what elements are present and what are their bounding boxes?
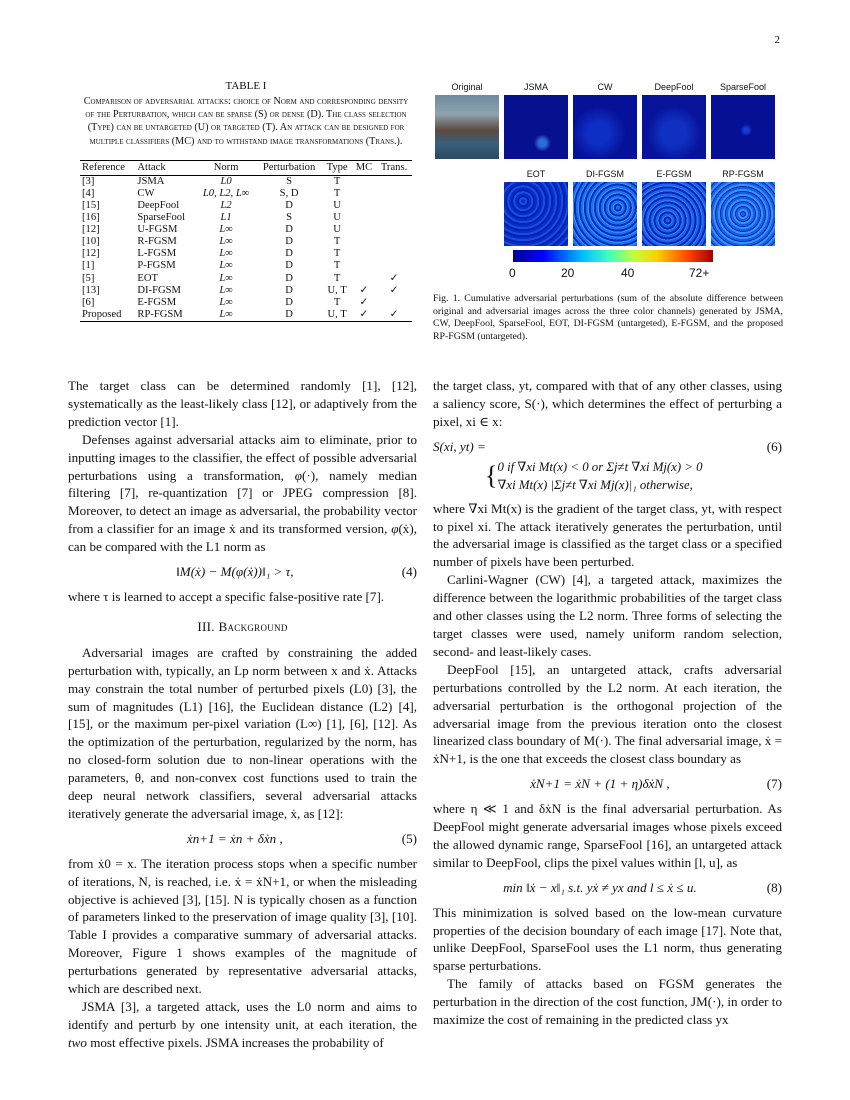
table-cell	[376, 175, 412, 188]
table-cell: ✓	[389, 272, 399, 284]
table-cell: ✓	[359, 308, 369, 320]
paragraph: the target class, yt, compared with that of any other classes, using a saliency score, S(·), which determines the effect of perturbing a pixel, xi ∈ x:	[433, 378, 782, 429]
table-row	[80, 285, 412, 297]
equation-6	[433, 438, 782, 456]
table-cell	[376, 188, 412, 200]
table-cell: L∞	[219, 284, 233, 296]
table-cell	[352, 175, 376, 188]
table-cell	[352, 224, 376, 236]
label-rp-fgsm: RP-FGSM	[722, 169, 764, 179]
table-caption: Comparison of adversarial attacks: choice of Norm and corresponding density of the Perturbation, which can be sparse (S) or dense (D). The class selection (Type) can be untargeted (U) or targeted (T). An attack can be designed for multiple classifiers (MC) and to withstand image transformations (Trans.).	[83, 96, 409, 147]
paragraph: This minimization is solved based on the low-mean curvature properties of the decision boundary of each image [17]. Note that, unlike DeepFool, SparseFool uses the L1 norm, thus generating sparse perturbations.	[433, 904, 782, 974]
table-cell: T	[333, 272, 341, 284]
table-row	[80, 297, 412, 309]
paragraph: where τ is learned to accept a specific false-positive rate [7].	[68, 588, 385, 604]
table-cell: [5]	[82, 272, 95, 284]
table-cell	[376, 212, 412, 224]
table-cell: D	[285, 236, 293, 248]
table-cell: [4]	[82, 187, 95, 199]
table-cell: L∞	[219, 248, 233, 260]
table-cell	[376, 236, 412, 248]
table-cell: [1]	[82, 260, 95, 272]
table-row	[80, 248, 412, 260]
table-cell: S	[286, 212, 293, 224]
table-cell: RP-FGSM	[137, 308, 183, 320]
equation-number: (8)	[766, 879, 782, 895]
table-cell: JSMA	[137, 175, 165, 187]
table-cell	[352, 260, 376, 272]
table-body	[80, 175, 412, 321]
table-cell: [12]	[82, 248, 100, 260]
table-cell: P-FGSM	[137, 260, 176, 272]
label-di-fgsm: DI-FGSM	[586, 169, 624, 179]
column-header: Norm	[213, 161, 239, 173]
column-header: Type	[326, 161, 348, 173]
equation-number: (7)	[766, 776, 782, 792]
figure-caption: Fig. 1. Cumulative adversarial perturbations (sum of the absolute difference between original and adversarial images across the three color channels) generated by JSMA, CW, DeepFool, SparseFool, EOT, DI-FGSM (untargeted), E-FGSM, and the proposed RP-FGSM (untargeted).	[433, 293, 783, 342]
colorbar-tick: 0	[509, 266, 516, 280]
table-cell: T	[333, 236, 341, 248]
paragraph: where ∇xi Mt(x) is the gradient of the target class, yt, with respect to pixel xi. The attack iteratively generates the perturbation, until the adversarial image is classified as the target class or a specified number of pixels have been perturbed.	[433, 500, 782, 570]
table-cell: ✓	[389, 284, 399, 296]
section-heading: III. Background	[197, 618, 288, 634]
table-cell: [13]	[82, 284, 100, 296]
table-cell: DeepFool	[137, 199, 180, 211]
colorbar	[513, 250, 713, 262]
jsma-perturbation	[504, 95, 568, 159]
colorbar-tick: 40	[621, 266, 635, 280]
table-cell: ✓	[389, 308, 399, 320]
paragraph: DeepFool [15], an untargeted attack, crafts adversarial perturbations controlled by the L2 norm. At each iteration, the adversarial perturbation is the orthogonal projection of the adversarial image from the previous iteration onto the closest linearized class boundary of M(·). The final adversarial image, ẋ = ẋN+1, is the one that exceeds the closest class boundary as	[433, 661, 782, 767]
table-cell	[376, 248, 412, 260]
table-cell: L∞	[219, 224, 233, 236]
table-cell: EOT	[137, 272, 158, 284]
table-cell	[352, 272, 376, 284]
label-e-fgsm: E-FGSM	[656, 169, 692, 179]
right-column	[433, 377, 782, 1029]
equation-number: (6)	[766, 438, 782, 454]
table-cell: [10]	[82, 236, 100, 248]
equation-5	[68, 830, 417, 848]
equation-case: 0 if ∇xi Mt(x) < 0 or Σj≠t ∇xi Mj(x) > 0	[497, 459, 703, 474]
eot-perturbation	[504, 182, 568, 246]
table-cell: T	[333, 296, 341, 308]
label-sparsefool: SparseFool	[719, 82, 767, 92]
equation-lhs: S(xi, yt) =	[433, 438, 486, 454]
paragraph: Adversarial images are crafted by constraining the added perturbation with, typically, an Lp norm between x and ẋ. Attacks may constrain the total number of perturbed pixels (L0) [3], the sum of magnitudes (L1) [16], the Euclidean distance (L2) [4], [15], or the maximum per-pixel variation (L∞) [1], [6], [12]. As the optimization of the perturbation, regularized by the norm, has no closed-form solution due to non-linear operations with the parameters, θ, and non-convex cost functions used to train the deep neural network classifiers, several adversarial attacks iteratively generate the adversarial image, ẋ, as [12]:	[68, 644, 417, 821]
table-cell	[352, 188, 376, 200]
table-header-row	[80, 160, 412, 175]
table-cell: U-FGSM	[137, 224, 178, 236]
comparison-table	[80, 160, 412, 322]
table-cell: L1	[220, 212, 232, 224]
column-header: MC	[355, 161, 373, 173]
table-cell: R-FGSM	[137, 236, 177, 248]
table-cell	[376, 200, 412, 212]
table-cell: U, T	[327, 284, 347, 296]
table-row	[80, 309, 412, 322]
table-cell: D	[285, 284, 293, 296]
table-1	[80, 80, 412, 322]
paragraph: The target class can be determined randomly [1], [12], systematically as the least-likely class [12], or adaptively from the prediction vector [1].	[68, 378, 417, 429]
table-cell: L∞	[219, 272, 233, 284]
paragraph: Defenses against adversarial attacks aim to eliminate, prior to inputting images to the classifier, the effect of possible adversarial perturbations using a transformation, φ(·), namely median filtering [7], re-quantization [7] or JPEG compression [8]. Moreover, to detect an image as adversarial, the probability vector from a classifier for an image ẋ and its transformed version, φ(ẋ), can be compared with the L1 norm as	[68, 431, 417, 555]
table-cell: [3]	[82, 175, 95, 187]
label-jsma: JSMA	[523, 82, 548, 92]
table-row	[80, 175, 412, 188]
table-cell	[376, 260, 412, 272]
table-cell	[352, 212, 376, 224]
table-cell: T	[333, 248, 341, 260]
paragraph: from ẋ0 = x. The iteration process stops when a specific number of iterations, N, is reached, i.e. ẋ = ẋN+1, or when the misleading objective is achieved [3], [15]. N is typically chosen as a function of parameters linked to the preservation of image quality [3], [10]. Table I provides a comparative summary of adversarial attacks. Moreover, Figure 1 shows examples of the magnitude of perturbations generated by representative adversarial attacks, which are described next.	[68, 855, 417, 997]
page-number: 2	[774, 34, 780, 46]
sparsefool-perturbation	[711, 95, 775, 159]
colorbar-tick: 72+	[689, 266, 710, 280]
table-cell: L∞	[219, 296, 233, 308]
table-cell: ✓	[359, 296, 369, 308]
paragraph: The family of attacks based on FGSM generates the perturbation in the direction of the cost function, JM(·), in order to maximize the cost of remaining in the predicted class yx	[433, 976, 782, 1028]
table-cell: [15]	[82, 199, 100, 211]
original-image	[435, 95, 499, 159]
deepfool-perturbation	[642, 95, 706, 159]
table-cell: D	[285, 224, 293, 236]
table-cell: L∞	[219, 308, 233, 320]
table-cell: U	[333, 212, 341, 224]
table-cell: D	[285, 199, 293, 211]
table-cell: U	[333, 199, 341, 211]
e-fgsm-perturbation	[642, 182, 706, 246]
table-row	[80, 224, 412, 236]
table-cell: CW	[137, 187, 155, 199]
table-cell: L∞	[219, 236, 233, 248]
table-cell: L0	[220, 175, 232, 187]
table-cell: E-FGSM	[137, 296, 177, 308]
left-column	[68, 377, 417, 1052]
column-header: Perturbation	[262, 161, 316, 173]
table-title: TABLE I	[225, 80, 267, 92]
colorbar-tick: 20	[561, 266, 575, 280]
table-cell: [12]	[82, 224, 100, 236]
table-cell: D	[285, 272, 293, 284]
table-row	[80, 272, 412, 284]
equation-number: (4)	[401, 564, 417, 580]
table-cell: T	[333, 187, 341, 199]
label-deepfool: DeepFool	[654, 82, 694, 92]
table-cell: D	[285, 296, 293, 308]
table-cell	[376, 224, 412, 236]
table-cell: DI-FGSM	[137, 284, 181, 296]
equation-8	[433, 879, 782, 897]
equation-6-cases: { 0 if ∇xi Mt(x) < 0 or Σj≠t ∇xi Mj(x) > 0 ∇xi Mt(x) |Σj≠t ∇xi Mj(x)|₁ otherwise,	[485, 459, 703, 492]
table-cell: [16]	[82, 212, 100, 224]
paragraph: JSMA [3], a targeted attack, uses the L0 norm and aims to identify and perturb by one intensity unit, at each iteration, the two most effective pixels. JSMA increases the probability of	[68, 999, 417, 1050]
table-cell: T	[333, 175, 341, 187]
table-cell	[352, 236, 376, 248]
paragraph: Carlini-Wagner (CW) [4], a targeted attack, maximizes the difference between the logarithmic probabilities of the target class and other classes using the L2 norm. Three forms of selecting the target classes were used, namely uniform random selection, second- and least-likely cases.	[433, 572, 782, 659]
equation-7	[433, 775, 782, 793]
equation-body: ‖M(ẋ) − M(φ(ẋ))‖₁ > τ,	[176, 564, 294, 580]
column-header: Reference	[82, 161, 125, 173]
label-original: Original	[451, 82, 483, 92]
table-cell	[376, 297, 412, 309]
table-cell: L2	[220, 199, 232, 211]
table-cell	[352, 248, 376, 260]
cw-perturbation	[573, 95, 637, 159]
table-cell: S, D	[279, 187, 299, 199]
table-cell	[352, 200, 376, 212]
equation-number: (5)	[401, 830, 417, 846]
table-cell: L∞	[219, 260, 233, 272]
table-cell: SparseFool	[137, 212, 186, 224]
table-row	[80, 260, 412, 272]
table-cell: U	[333, 224, 341, 236]
table-row	[80, 212, 412, 224]
table-cell: Proposed	[82, 308, 122, 320]
equation-body: min ‖ẋ − x‖₁ s.t. yẋ ≠ yx and l ≤ ẋ ≤ u.	[503, 879, 697, 895]
equation-case: ∇xi Mt(x) |Σj≠t ∇xi Mj(x)|₁ otherwise,	[497, 477, 693, 492]
di-fgsm-perturbation	[573, 182, 637, 246]
table-row	[80, 236, 412, 248]
table-cell: ✓	[359, 284, 369, 296]
column-header: Attack	[137, 161, 166, 173]
table-cell: D	[285, 308, 293, 320]
label-cw: CW	[597, 82, 613, 92]
equation-body: ẋN+1 = ẋN + (1 + η)δẋN ,	[530, 776, 670, 792]
table-row	[80, 200, 412, 212]
table-cell: S	[286, 175, 293, 187]
table-cell: T	[333, 260, 341, 272]
table-cell: U, T	[327, 308, 347, 320]
table-cell: D	[285, 248, 293, 260]
table-cell: L-FGSM	[137, 248, 177, 260]
column-header: Trans.	[380, 161, 408, 173]
table-row	[80, 188, 412, 200]
table-cell: D	[285, 260, 293, 272]
table-cell: L0, L2, L∞	[202, 187, 250, 199]
table-cell: [6]	[82, 296, 95, 308]
equation-4	[68, 563, 417, 581]
paragraph: where η ≪ 1 and δẋN is the final adversarial perturbation. As DeepFool might generate adversarial images whose pixels exceed the allowed dynamic range, SparseFool [16], an untargeted attack similar to DeepFool, clips the pixel values within [l, u], as	[433, 801, 782, 870]
rp-fgsm-perturbation	[711, 182, 775, 246]
equation-body: ẋn+1 = ẋn + δẋn ,	[186, 830, 283, 846]
label-eot: EOT	[526, 169, 546, 179]
